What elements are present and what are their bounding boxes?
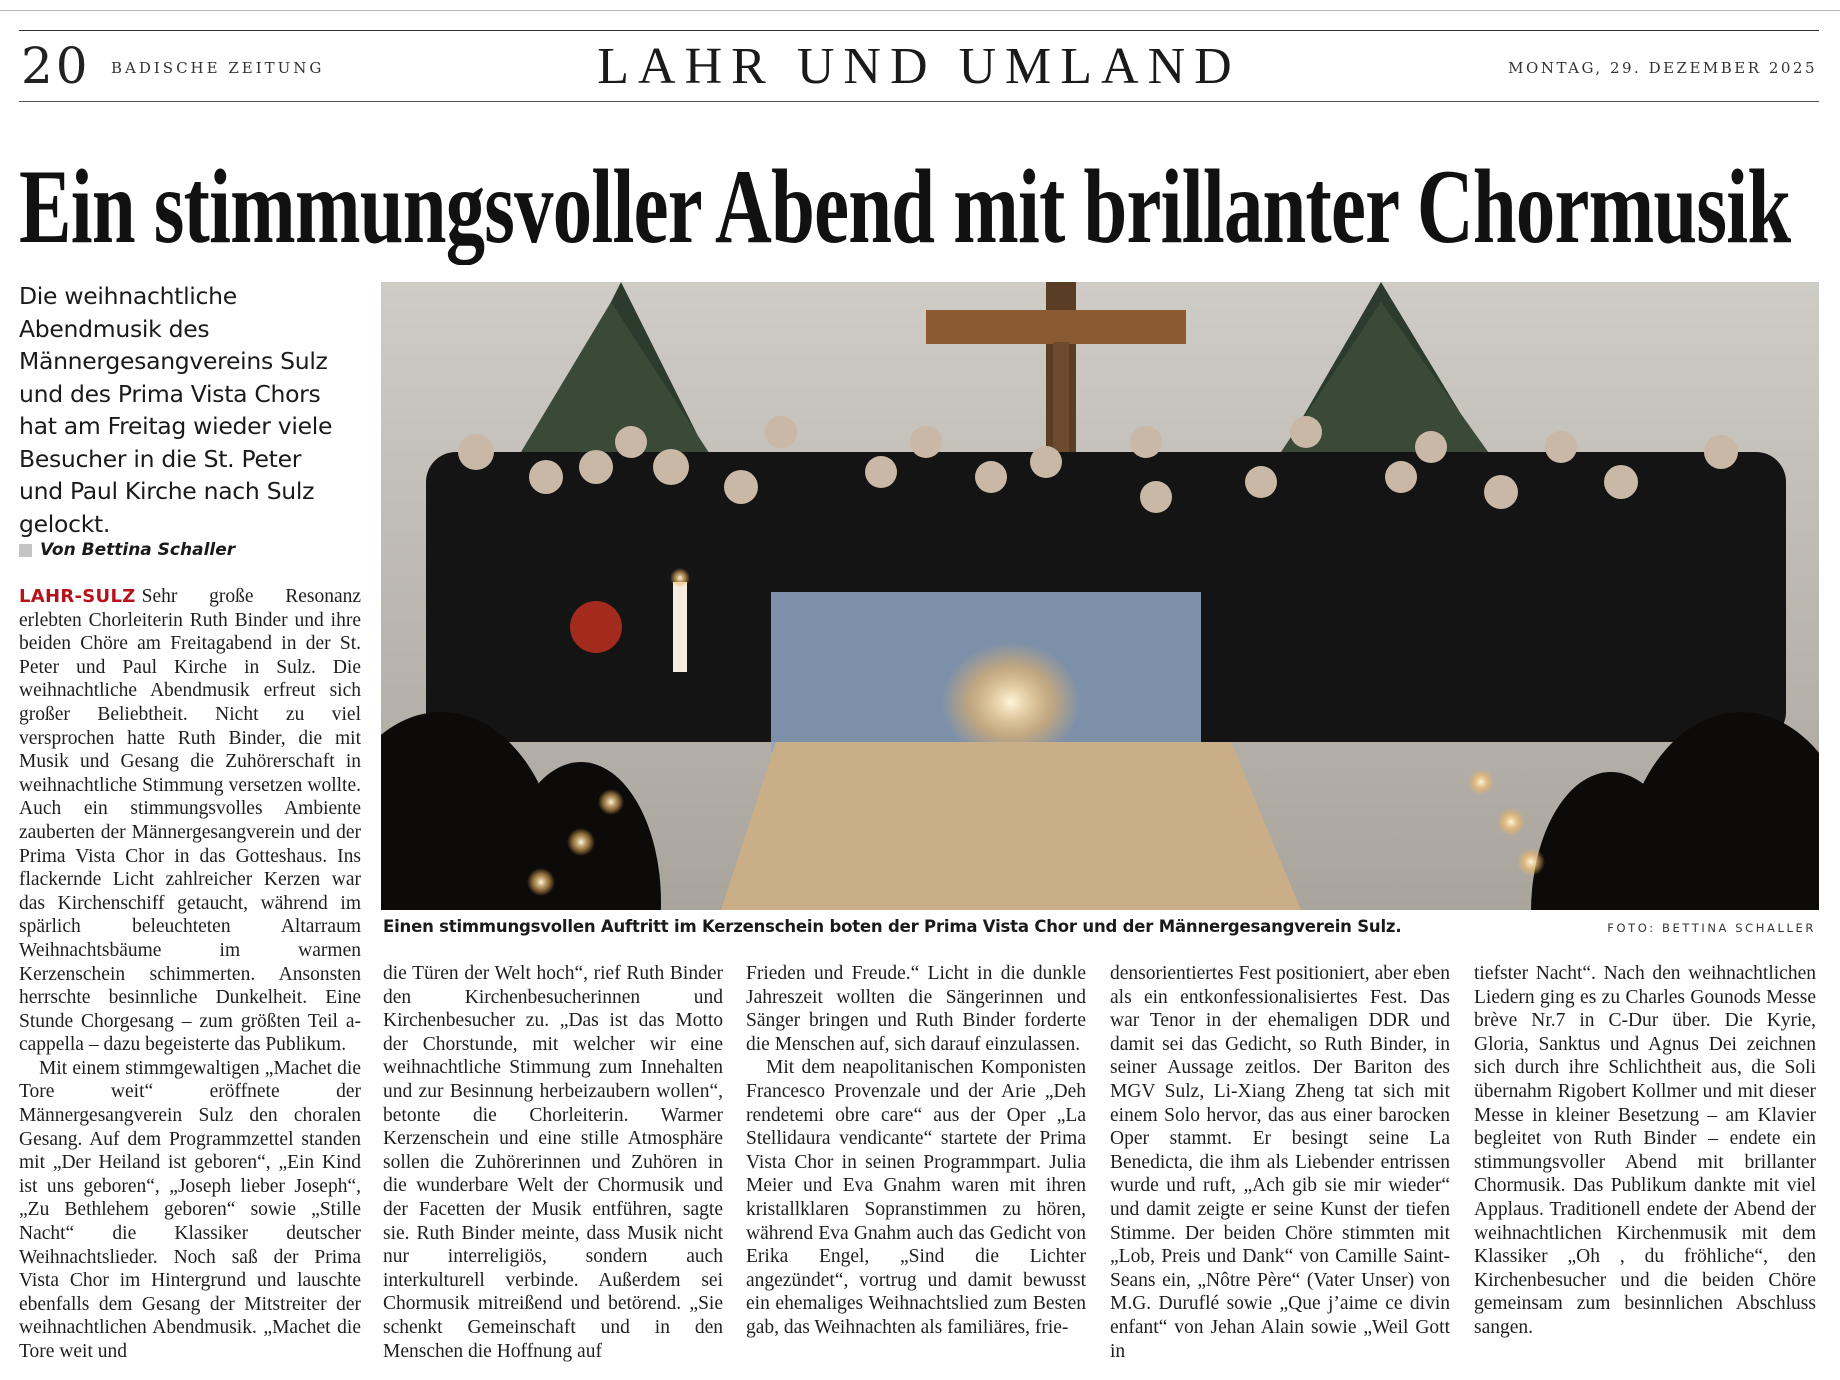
byline-square-icon <box>19 544 32 557</box>
body-paragraph: tiefster Nacht“. Nach den weihnachtlichen Liedern ging es zu Charles Gounods Messe brève Nr.7 in C-Dur über. Die Kyrie, Gloria, Sanktus und Agnus Dei zeichnen sich durch ihre Schlichtheit aus, die Soli übernahm Rigobert Kollmer und mit dieser Messe in kleiner Besetzung – am Klavier begleitet von Ruth Binder – endete ein stimmungsvoller Abend mit brillanter Chormusik. Das Publikum dankte mit viel Applaus. Traditionell endete der Abend der weihnachtlichen Kirchenmusik mit dem Klassiker „Oh , du fröhliche“, den Kirchenbesucher und die beiden Chöre gemeinsam zum besinnlichen Abschluss sangen. <box>1474 963 1816 1338</box>
body-column-2 <box>383 962 723 1363</box>
dateline: LAHR-SULZ <box>19 586 136 607</box>
body-paragraph: die Türen der Welt hoch“, rief Ruth Binder den Kirchenbesucherinnen und Kirchenbesucher zu. „Das ist das Motto der Chorstunde, mit welcher wir eine weihnachtliche Stimmung zum Innehalten und zur Besinnung herbeizaubern wollen“, betonte die Chorleiterin. Warmer Kerzenschein und eine stille Atmosphäre sollen die Zuhörerinnen und Zuhören in die wunderbare Welt der Chormusik und der Facetten der Musik entführen, sagte sie. Ruth Binder meinte, dass Musik nicht nur interreligiös, sondern auch interkulturell verbinde. Außerdem sei Chormusik mitreißend und betörend. „Sie schenkt Gemeinschaft und in den Menschen die Hoffnung auf <box>383 963 723 1362</box>
paper-name: BADISCHE ZEITUNG <box>111 59 325 77</box>
byline-author: Von Bettina Schaller <box>40 540 236 560</box>
body-column-4 <box>1110 962 1450 1363</box>
issue-date: MONTAG, 29. DEZEMBER 2025 <box>1508 59 1817 77</box>
choir-photo-illustration <box>381 282 1819 910</box>
byline <box>19 540 235 560</box>
article-photo <box>381 282 1819 910</box>
top-rule <box>0 10 1840 11</box>
body-column-1 <box>19 585 361 1364</box>
photo-credit: FOTO: BETTINA SCHALLER <box>1607 921 1816 935</box>
body-column-5 <box>1474 962 1816 1340</box>
body-column-3 <box>746 962 1086 1340</box>
body-paragraph <box>19 585 361 1057</box>
section-title: LAHR UND UMLAND <box>597 38 1241 95</box>
page-number: 20 <box>21 37 91 95</box>
body-paragraph: Mit einem stimmgewaltigen „Machet die Tore weit“ eröffnete der Männergesangverein Sulz den choralen Gesang. Auf dem Programmzettel standen mit „Der Heiland ist geboren“, „Ein Kind ist uns geboren“, „Joseph lieber Joseph“, „Zu Bethlehem geboren“ sowie „Stille Nacht“ die Klassiker deutscher Weihnachtslieder. Noch saß der Prima Vista Chor im Hintergrund und lauschte ebenfalls dem Gesang der Mitstreiter der weihnachtlichen Abendmusik. „Machet die Tore weit und <box>19 1057 361 1362</box>
body-paragraph: densorientiertes Fest positioniert, aber eben als ein entkonfessionalisiertes Fest. Das war Tenor in der ehemaligen DDR und damit sei das Gedicht, so Ruth Binder, in seiner Aussage zeitlos. Der Bariton des MGV Sulz, Li-Xiang Zheng tat sich mit einem Solo hervor, das aus einer barocken Oper stammt. Er besingt seine La Benedicta, die ihm als Liebender entrissen wurde und ruft, „Ach gib sie mir wieder“ und damit zeigte er seine Kunst der tiefen Stimme. Der beiden Chöre stimmten mit „Lob, Preis und Dank“ von Camille Saint-Seans ein, „Nôtre Père“ (Vater Unser) von M.G. Duruflé sowie „Que j’aime ce divin enfant“ von Jehan Alain sowie „Weil Gott in <box>1110 963 1450 1362</box>
headline: Ein stimmungsvoller Abend mit brillanter Chormusik <box>19 148 1791 265</box>
body-paragraph: Mit dem neapolitanischen Komponisten Francesco Provenzale und der Arie „Deh rendetemi obre care“ aus der Oper „La Stellidaura vendicante“ startete der Prima Vista Chor in seinen Programmpart. Julia Meier und Eva Gnahm waren mit ihren kristallklaren Sopranstimmen zu hören, während Eva Gnahm auch das Gedicht von Erika Engel, „Sind die Lichter angezündet“, vortrug und damit bewusst ein ehemaliges Weihnachtslied zum Besten gab, das Weihnachten als familiäres, frie- <box>746 1057 1086 1338</box>
photo-caption: Einen stimmungsvollen Auftritt im Kerzenschein boten der Prima Vista Chor und der Männergesangverein Sulz. <box>383 917 1402 936</box>
body-paragraph: Frieden und Freude.“ Licht in die dunkle Jahreszeit wollten die Sängerinnen und Sänger bringen und Ruth Binder forderte die Menschen auf, sich darauf einzulassen. <box>746 963 1086 1055</box>
masthead <box>19 30 1819 102</box>
paragraph-text: Sehr große Resonanz erlebten Chorleiterin Ruth Binder und ihre beiden Chöre am Freitagabend in der St. Peter und Paul Kirche in Sulz. Die weihnachtliche Abendmusik erfreut sich großer Beliebtheit. Nicht zu viel versprochen hatte Ruth Binder, die mit Musik und Gesang die Zuhörerschaft in weihnachtliche Stimmung versetzen wollte. Auch ein stimmungsvolles Ambiente zauberten der Männergesangverein und der Prima Vista Chor in das Gotteshaus. Ins flackernde Licht zahlreicher Kerzen war das Kirchenschiff getaucht, während im spärlich beleuchteten Altarraum Weihnachtsbäume im warmen Kerzenschein schimmerten. Ansonsten herrschte besinnliche Dunkelheit. Eine Stunde Chorgesang – zum größten Teil a-cappella – dazu begeisterte das Publikum. <box>19 586 361 1056</box>
teaser: Die weihnachtliche Abendmusik des Männergesangvereins Sulz und des Prima Vista Chors hat am Freitag wieder viele Besucher in die St. Peter und Paul Kirche nach Sulz gelockt. <box>19 282 333 538</box>
